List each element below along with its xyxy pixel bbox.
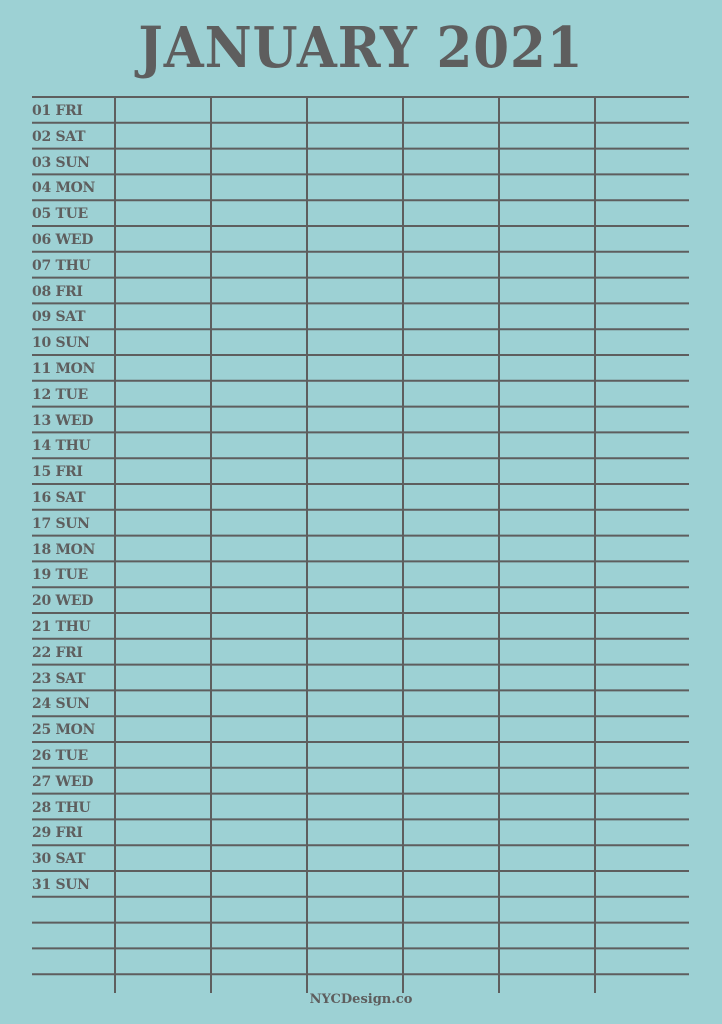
day-label: 02 SAT [32,128,86,145]
day-label: 04 MON [32,180,96,197]
day-label: 23 SAT [32,670,86,687]
day-label: 25 MON [32,722,96,739]
day-label: 01 FRI [32,103,83,119]
day-label: 29 FRI [32,825,83,842]
day-label: 06 WED [32,232,94,248]
day-label: 31 SUN [32,877,90,893]
day-label: 17 SUN [32,515,90,532]
day-label: 27 WED [32,773,94,790]
day-label: 18 MON [32,541,96,558]
day-label: 24 SUN [32,696,90,713]
day-label: 28 THU [32,799,91,816]
day-label: 11 MON [32,361,96,377]
footer-credit: NYCDesign.co [309,992,413,1007]
day-label: 21 THU [32,619,91,635]
day-label: 26 TUE [32,748,88,764]
day-label: 19 TUE [32,567,88,584]
day-label: 30 SAT [32,851,86,868]
day-label: 13 WED [32,412,94,429]
day-label: 14 THU [32,438,91,455]
day-label: 10 SUN [32,335,90,352]
day-label: 08 FRI [32,283,83,300]
day-label: 12 TUE [32,386,88,403]
day-label: 16 SAT [32,490,86,506]
page-title: JANUARY 2021 [138,15,584,81]
day-label: 05 TUE [32,206,88,223]
day-label: 09 SAT [32,309,86,326]
day-label: 03 SUN [32,154,90,171]
day-label: 22 FRI [32,644,83,661]
day-label: 07 THU [32,257,91,274]
day-label: 20 WED [32,593,94,610]
day-label: 15 FRI [32,464,83,481]
